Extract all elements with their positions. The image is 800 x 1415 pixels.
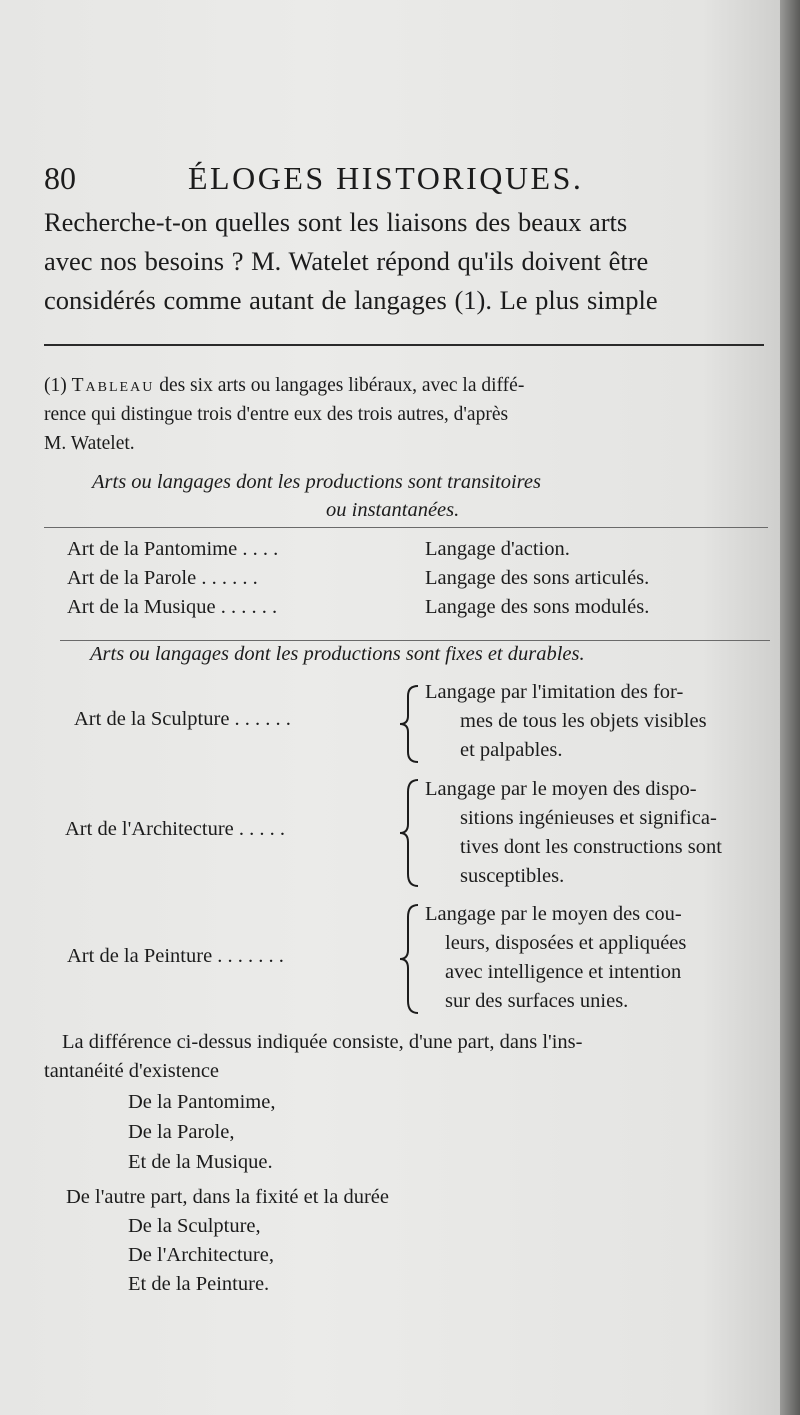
footnote-separator (44, 344, 764, 346)
sculpture-line-1: Langage par l'imitation des for- (425, 681, 684, 703)
row-pantomime-langage: Langage d'action. (425, 538, 570, 560)
row-peinture-art: Art de la Peinture . . . . . . . (67, 945, 284, 967)
conclusion-group1-item-1: De la Pantomime, (128, 1091, 276, 1113)
architecture-line-4: susceptibles. (460, 865, 565, 887)
conclusion-group1-item-2: De la Parole, (128, 1121, 235, 1143)
body-line-2: avec nos besoins ? M. Watelet répond qu'ils doivent être (44, 246, 649, 276)
architecture-line-3: tives dont les constructions sont (460, 836, 722, 858)
architecture-line-2: sitions ingénieuses et significa- (460, 807, 717, 829)
conclusion-group1-item-3: Et de la Musique. (128, 1151, 273, 1173)
peinture-line-1: Langage par le moyen des cou- (425, 903, 682, 925)
section2-heading: Arts ou langages dont les productions sont fixes et durables. (90, 643, 585, 665)
brace-sculpture (398, 684, 420, 764)
row-parole-langage: Langage des sons articulés. (425, 567, 650, 589)
row-pantomime-art: Art de la Pantomime . . . . (67, 538, 279, 560)
architecture-line-1: Langage par le moyen des dispo- (425, 778, 697, 800)
peinture-line-2: leurs, disposées et appliquées (445, 932, 687, 954)
row-musique-langage: Langage des sons modulés. (425, 596, 650, 618)
section1-heading-cont: ou instantanées. (326, 499, 460, 521)
sculpture-line-3: et palpables. (460, 739, 563, 761)
conclusion-line-2: tantanéité d'existence (44, 1060, 220, 1082)
row-musique-art: Art de la Musique . . . . . . (67, 596, 278, 618)
sculpture-line-2: mes de tous les objets visibles (460, 710, 707, 732)
conclusion-group2-item-1: De la Sculpture, (128, 1215, 261, 1237)
footnote-line-1 (44, 375, 524, 397)
footnote-title-word: Tableau (71, 375, 155, 396)
row-architecture-art: Art de l'Architecture . . . . . (65, 818, 286, 840)
body-line-3: considérés comme autant de langages (1). Le plus simple (44, 285, 658, 315)
footnote-marker: (1) (44, 375, 67, 396)
row-parole-art: Art de la Parole . . . . . . (67, 567, 258, 589)
section1-rule (44, 527, 768, 528)
row-sculpture-art: Art de la Sculpture . . . . . . (74, 708, 291, 730)
peinture-line-4: sur des surfaces unies. (445, 990, 629, 1012)
body-line-1: Recherche-t-on quelles sont les liaisons des beaux arts (44, 207, 628, 237)
page-edge (780, 0, 800, 1415)
footnote-line-2: rence qui distingue trois d'entre eux des trois autres, d'après (44, 404, 509, 425)
conclusion-group2-item-3: Et de la Peinture. (128, 1273, 270, 1295)
peinture-line-3: avec intelligence et intention (445, 961, 682, 983)
brace-architecture (398, 778, 420, 888)
conclusion-group2-item-2: De l'Architecture, (128, 1244, 274, 1266)
page-number: 80 (44, 160, 76, 196)
section2-rule-top (60, 640, 770, 641)
section1-heading: Arts ou langages dont les productions sont transitoires (92, 471, 541, 493)
brace-peinture (398, 903, 420, 1015)
running-title: ÉLOGES HISTORIQUES. (188, 160, 584, 196)
conclusion-line-3: De l'autre part, dans la fixité et la durée (66, 1186, 390, 1208)
footnote-line-3: M. Watelet. (44, 433, 135, 454)
conclusion-line-1: La différence ci-dessus indiquée consiste, d'une part, dans l'ins- (62, 1031, 583, 1053)
footnote-line-1-rest: des six arts ou langages libéraux, avec la diffé- (159, 375, 525, 396)
